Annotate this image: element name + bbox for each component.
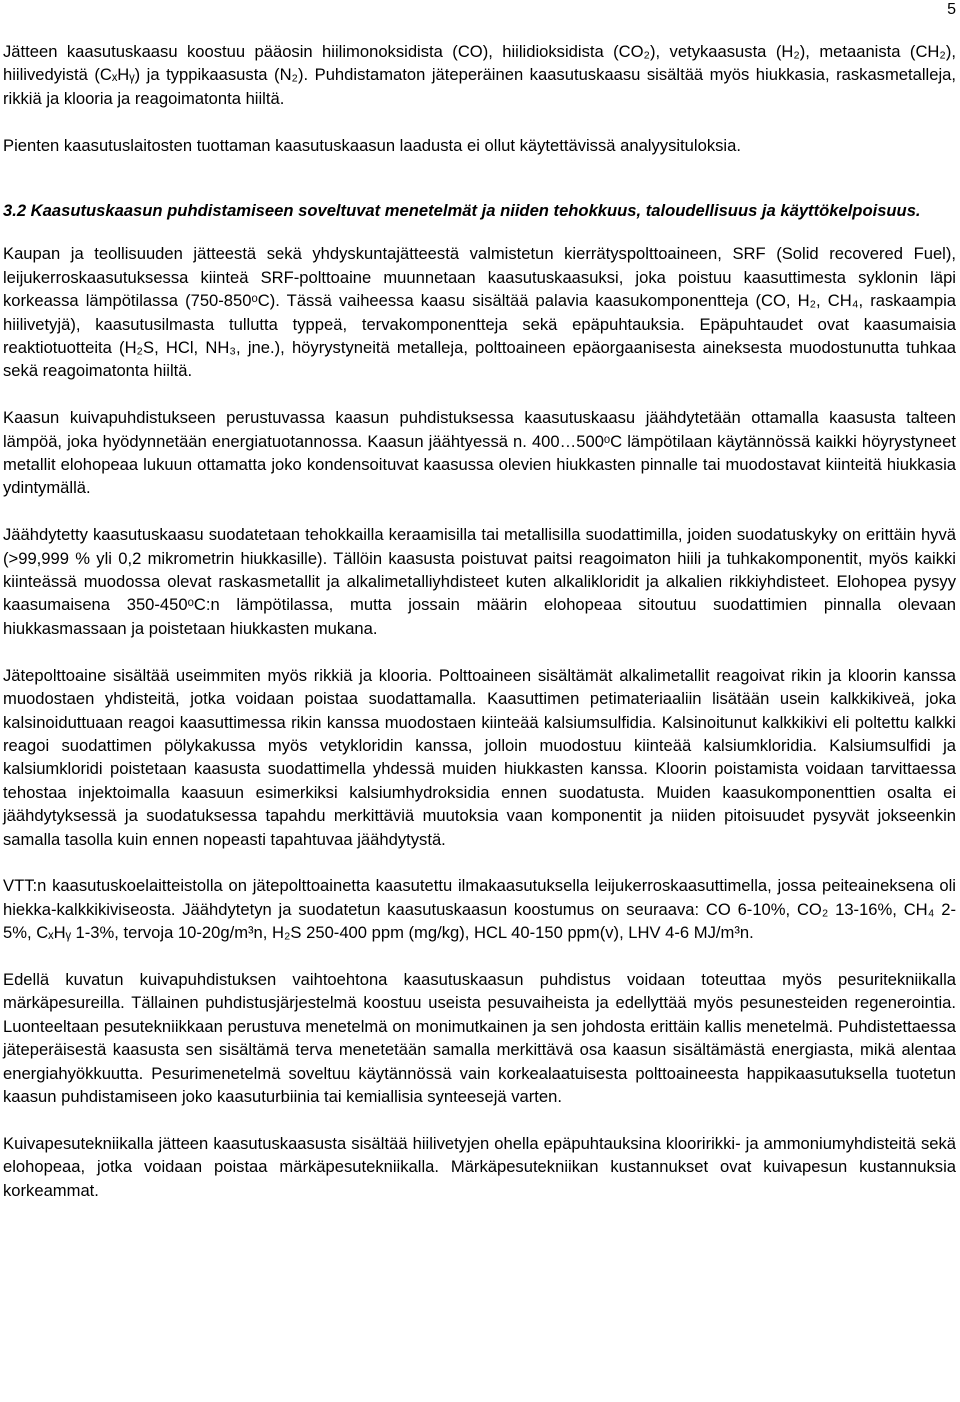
paragraph-gas-composition: Jätteen kaasutuskaasu koostuu pääosin hiilimonoksidista (CO), hiilidioksidista (CO₂), vetykaasusta (H₂), metaanista (CH₂), hiilivedyistä (CₓHᵧ) ja typpikaasusta (N₂). Puhdistamaton jäteperäinen kaasutuskaasu sisältää myös hiukkasia, raskasmetalleja, rikkiä ja klooria ja reagoimatonta hiiltä. bbox=[3, 42, 956, 108]
paragraph-analysis-note: Pienten kaasutuslaitosten tuottaman kaasutuskaasun laadusta ei ollut käytettävissä analyysituloksia. bbox=[3, 135, 741, 155]
paragraph-vtt-composition: VTT:n kaasutuskoelaitteistolla on jätepolttoainetta kaasutettu ilmakaasutuksella leijukerroskaasuttimella, jossa peiteaineksena oli hiekka-kalkkikiviseosta. Jäähdytetyn ja suodatetun kaasutuskaasun koostumus on seuraava: CO 6-10%, CO₂ 13-16%, CH₄ 2-5%, CₓHᵧ 1-3%, tervoja 10-20g/m³n, H₂S 250-400 ppm (mg/kg), HCL 40-150 ppm(v), LHV 4-6 MJ/m³n. bbox=[3, 876, 956, 943]
section-heading: 3.2 Kaasutuskaasun puhdistamiseen soveltuvat menetelmät ja niiden tehokkuus, taloudellisuus ja käyttökelpoisuus. bbox=[3, 201, 921, 221]
page-content bbox=[3, 40, 956, 1202]
paragraph-dry-cleaning: Kaasun kuivapuhdistukseen perustuvassa kaasun puhdistuksessa kaasutuskaasu jäähdytetään ottamalla kaasusta talteen lämpöä, joka hyödynnetään energiatuotannossa. Kaasun jäähtyessä n. 400…500ᵒC lämpötilaan käytännössä kaikki höyrystyneet metallit elohopeaa lukuun ottamatta joko kondensoituvat kaasussa olevien hiukkasten pinnalle tai muodostavat kiinteitä hiukkasia ydintymällä. bbox=[3, 408, 956, 498]
paragraph-filtration: Jäähdytetty kaasutuskaasu suodatetaan tehokkailla keraamisilla tai metallisilla suodattimilla, joiden suodatuskyky on erittäin hyvä (>99,999 % yli 0,2 mikrometrin hiukkasille). Tällöin kaasusta poistuvat paitsi reagoimaton hiili ja tuhkakomponentit, myös kaikki kiinteässä muodossa olevat raskasmetallit ja alkalimetalliyhdisteet kuten alkalikloridit ja alkalien rikkiyhdisteet. Elohopea pysyy kaasumaisena 350-450ᵒC:n lämpötilassa, mutta jossain määrin elohopeaa sitoutuu suodattimien pinnalla olevaan hiukkasmassaan ja poistetaan hiukkasten mukana. bbox=[3, 525, 956, 638]
paragraph-wet-scrubbing-costs: Kuivapesutekniikalla jätteen kaasutuskaasusta sisältää hiilivetyjen ohella epäpuhtauksina klooririkki- ja ammoniumyhdisteitä sekä elohopeaa, jotka voidaan poistaa märkäpesutekniikalla. Märkäpesutekniikan kustannukset ovat kuivapesun kustannuksia korkeammat. bbox=[3, 1133, 956, 1200]
paragraph-srf-gasification: Kaupan ja teollisuuden jätteestä sekä yhdyskuntajätteestä valmistetun kierrätyspolttoaineen, SRF (Solid recovered Fuel), leijukerroskaasutuksessa kiinteä SRF-polttoaine muunnetaan kaasutuskaasuksi, joka poistuu kaasuttimesta syklonin läpi korkeassa lämpötilassa (750-850ᵒC). Tässä vaiheessa kaasu sisältää palavia kaasukomponentteja (CO, H₂, CH₄, raskaampia hiilivetyjä), kaasutusilmasta tullutta typpeä, tervakomponentteja sekä epäpuhtauksia. Epäpuhtaudet ovat kaasumaisia reaktiotuotteita (H₂S, HCl, NH₃, jne.), höyrystyneitä metalleja, polttoaineen epäorgaanisesta aineksesta muodostunutta tuhkaa sekä reagoimatonta hiiltä. bbox=[3, 244, 956, 381]
paragraph-wet-scrubbing: Edellä kuvatun kuivapuhdistuksen vaihtoehtona kaasutuskaasun puhdistus voidaan toteuttaa myös pesuritekniikalla märkäpesureilla. Tällainen puhdistusjärjestelmä koostuu useista pesuvaiheista ja edellyttää myös pesunesteiden regenerointia. Luonteeltaan pesutekniikkaan perustuva menetelmä on monimutkainen ja sen johdosta erittäin kallis menetelmä. Puhdistettaessa jäteperäisestä kaasusta sen sisältämä terva menetetään samalla merkittävä osa kaasun sisältämästä energiasta, mikä alentaa energiahyökkuutta. Pesurimenetelmä soveltuu käytännössä vain korkealaatuisesta polttoaineesta happikaasutuksella tuotetun kaasun puhdistamiseen joko kaasuturbiinia tai kemiallisia synteesejä varten. bbox=[3, 969, 956, 1106]
paragraph-sulfur-chlorine: Jätepolttoaine sisältää useimmiten myös rikkiä ja klooria. Polttoaineen sisältämät alkalimetallit reagoivat rikin ja kloorin kanssa muodostaen yhdisteitä, jotka voidaan poistaa suodattamalla. Kaasuttimen petimateriaaliin lisätään usein kalkkikiveä, joka kalsinoiduttuaan reagoi kaasuttimessa rikin kanssa muodostaen kiinteää kalsiumsulfidia. Kalsinoitunut kalkkikivi eli poltettu kalkki reagoi suodattimen pölykakussa myös vetykloridin kanssa, jolloin muodostuu kiinteää kalsiumkloridia. Kalsiumsulfidi ja kalsiumkloridi poistetaan kaasusta suodattimella yhdessä muiden hiukkasten kanssa. Kloorin poistamista voidaan tarvittaessa tehostaa injektoimalla kaasuun esimerkiksi kalsiumhydroksidia ennen suodatusta. Muiden kaasukomponenttien osalta ei jäähdytyksessä ja suodatuksessa tapahdu merkittäviä muutoksia vaan komponentit ja niiden pitoisuudet pysyvät jokseenkin samalla tasolla kuin ennen nopeasti tapahtuvaa jäähdytystä. bbox=[3, 665, 956, 849]
page-number: 5 bbox=[947, 1, 956, 18]
